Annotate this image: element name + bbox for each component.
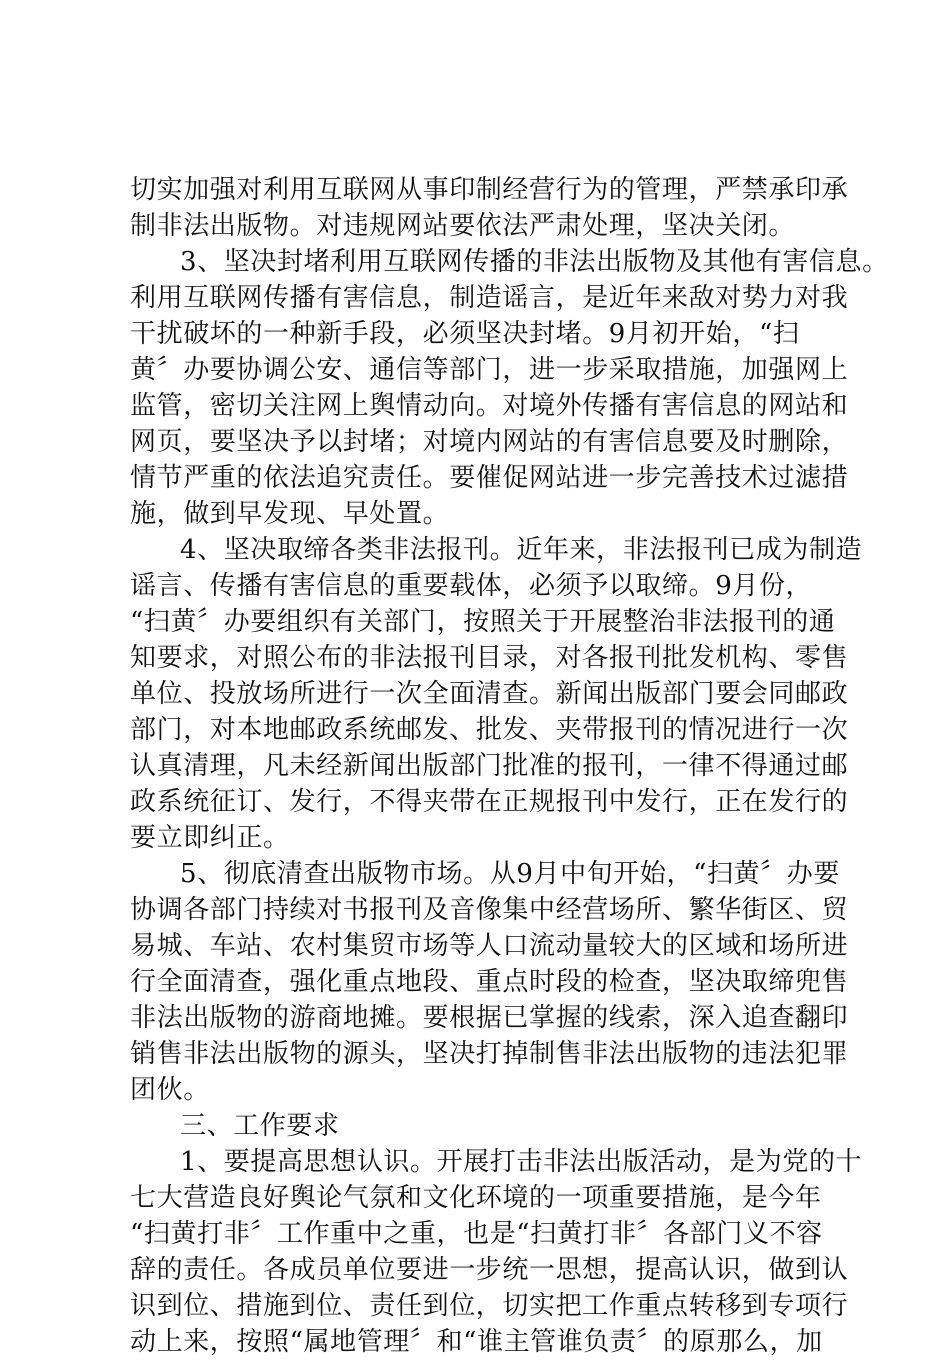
text-line: “扫黄打非〞工作重中之重，也是“扫黄打非〞各部门义不容 [130, 1219, 823, 1249]
text-line: 动上来，按照“属地管理〞和“谁主管谁负责〞的原那么，加 [130, 1327, 823, 1357]
text-line: 利用互联网传播有害信息，制造谣言，是近年来敌对势力对我 [130, 283, 849, 313]
text-line: 谣言、传播有害信息的重要载体，必须予以取缔。9月份， [130, 571, 813, 601]
requirement-item-1: 1、要提高思想认识。开展打击非法出版活动，是为党的十 [180, 1147, 863, 1177]
text-line: 政系统征订、发行，不得夹带在正规报刊中发行，正在发行的 [130, 787, 849, 817]
text-line: 认真清理，凡未经新闻出版部门批准的报刊，一律不得通过邮 [130, 751, 849, 781]
text-line: 七大营造良好舆论气氛和文化环境的一项重要措施，是今年 [130, 1183, 822, 1213]
text-line: 切实加强对利用互联网从事印制经营行为的管理，严禁承印承 [130, 175, 849, 205]
text-line: “扫黄〞办要组织有关部门，按照关于开展整治非法报刊的通 [130, 607, 836, 637]
text-line: 行全面清查，强化重点地段、重点时段的检查，坚决取缔兜售 [130, 967, 849, 997]
text-line: 干扰破坏的一种新手段，必须坚决封堵。9月初开始，“扫 [130, 319, 800, 349]
text-line: 协调各部门持续对书报刊及音像集中经营场所、繁华街区、贸 [130, 895, 849, 925]
text-line: 部门，对本地邮政系统邮发、批发、夹带报刊的情况进行一次 [130, 715, 849, 745]
section-item-4: 4、坚决取缔各类非法报刊。近年来，非法报刊已成为制造 [180, 535, 863, 565]
text-line: 知要求，对照公布的非法报刊目录，对各报刊批发机构、零售 [130, 643, 849, 673]
text-line: 易城、车站、农村集贸市场等人口流动量较大的区域和场所进 [130, 931, 849, 961]
text-line: 团伙。 [130, 1075, 210, 1105]
text-line: 制非法出版物。对违规网站要依法严肃处理，坚决关闭。 [130, 211, 796, 241]
text-line: 施，做到早发现、早处置。 [130, 499, 450, 529]
text-line: 网页，要坚决予以封堵；对境内网站的有害信息要及时删除， [130, 427, 849, 457]
body-text [130, 172, 889, 1360]
text-line: 单位、投放场所进行一次全面清查。新闻出版部门要会同邮政 [130, 679, 849, 709]
section-item-3: 3、坚决封堵利用互联网传播的非法出版物及其他有害信息。 [180, 247, 889, 277]
text-line: 识到位、措施到位、责任到位，切实把工作重点转移到专项行 [130, 1291, 849, 1321]
text-line: 要立即纠正。 [130, 823, 290, 853]
text-line: 监管，密切关注网上舆情动向。对境外传播有害信息的网站和 [130, 391, 849, 421]
text-line: 非法出版物的游商地摊。要根据已掌握的线索，深入追查翻印 [130, 1003, 849, 1033]
text-line: 销售非法出版物的源头，坚决打掉制售非法出版物的违法犯罪 [130, 1039, 849, 1069]
text-line: 情节严重的依法追究责任。要催促网站进一步完善技术过滤措 [130, 463, 849, 493]
text-line: 辞的责任。各成员单位要进一步统一思想，提高认识，做到认 [130, 1255, 849, 1285]
text-line: 黄〞办要协调公安、通信等部门，进一步采取措施，加强网上 [130, 355, 849, 385]
section-heading-work-requirements: 三、工作要求 [180, 1111, 340, 1141]
section-item-5: 5、彻底清查出版物市场。从9月中旬开始，“扫黄〞办要 [180, 859, 840, 889]
